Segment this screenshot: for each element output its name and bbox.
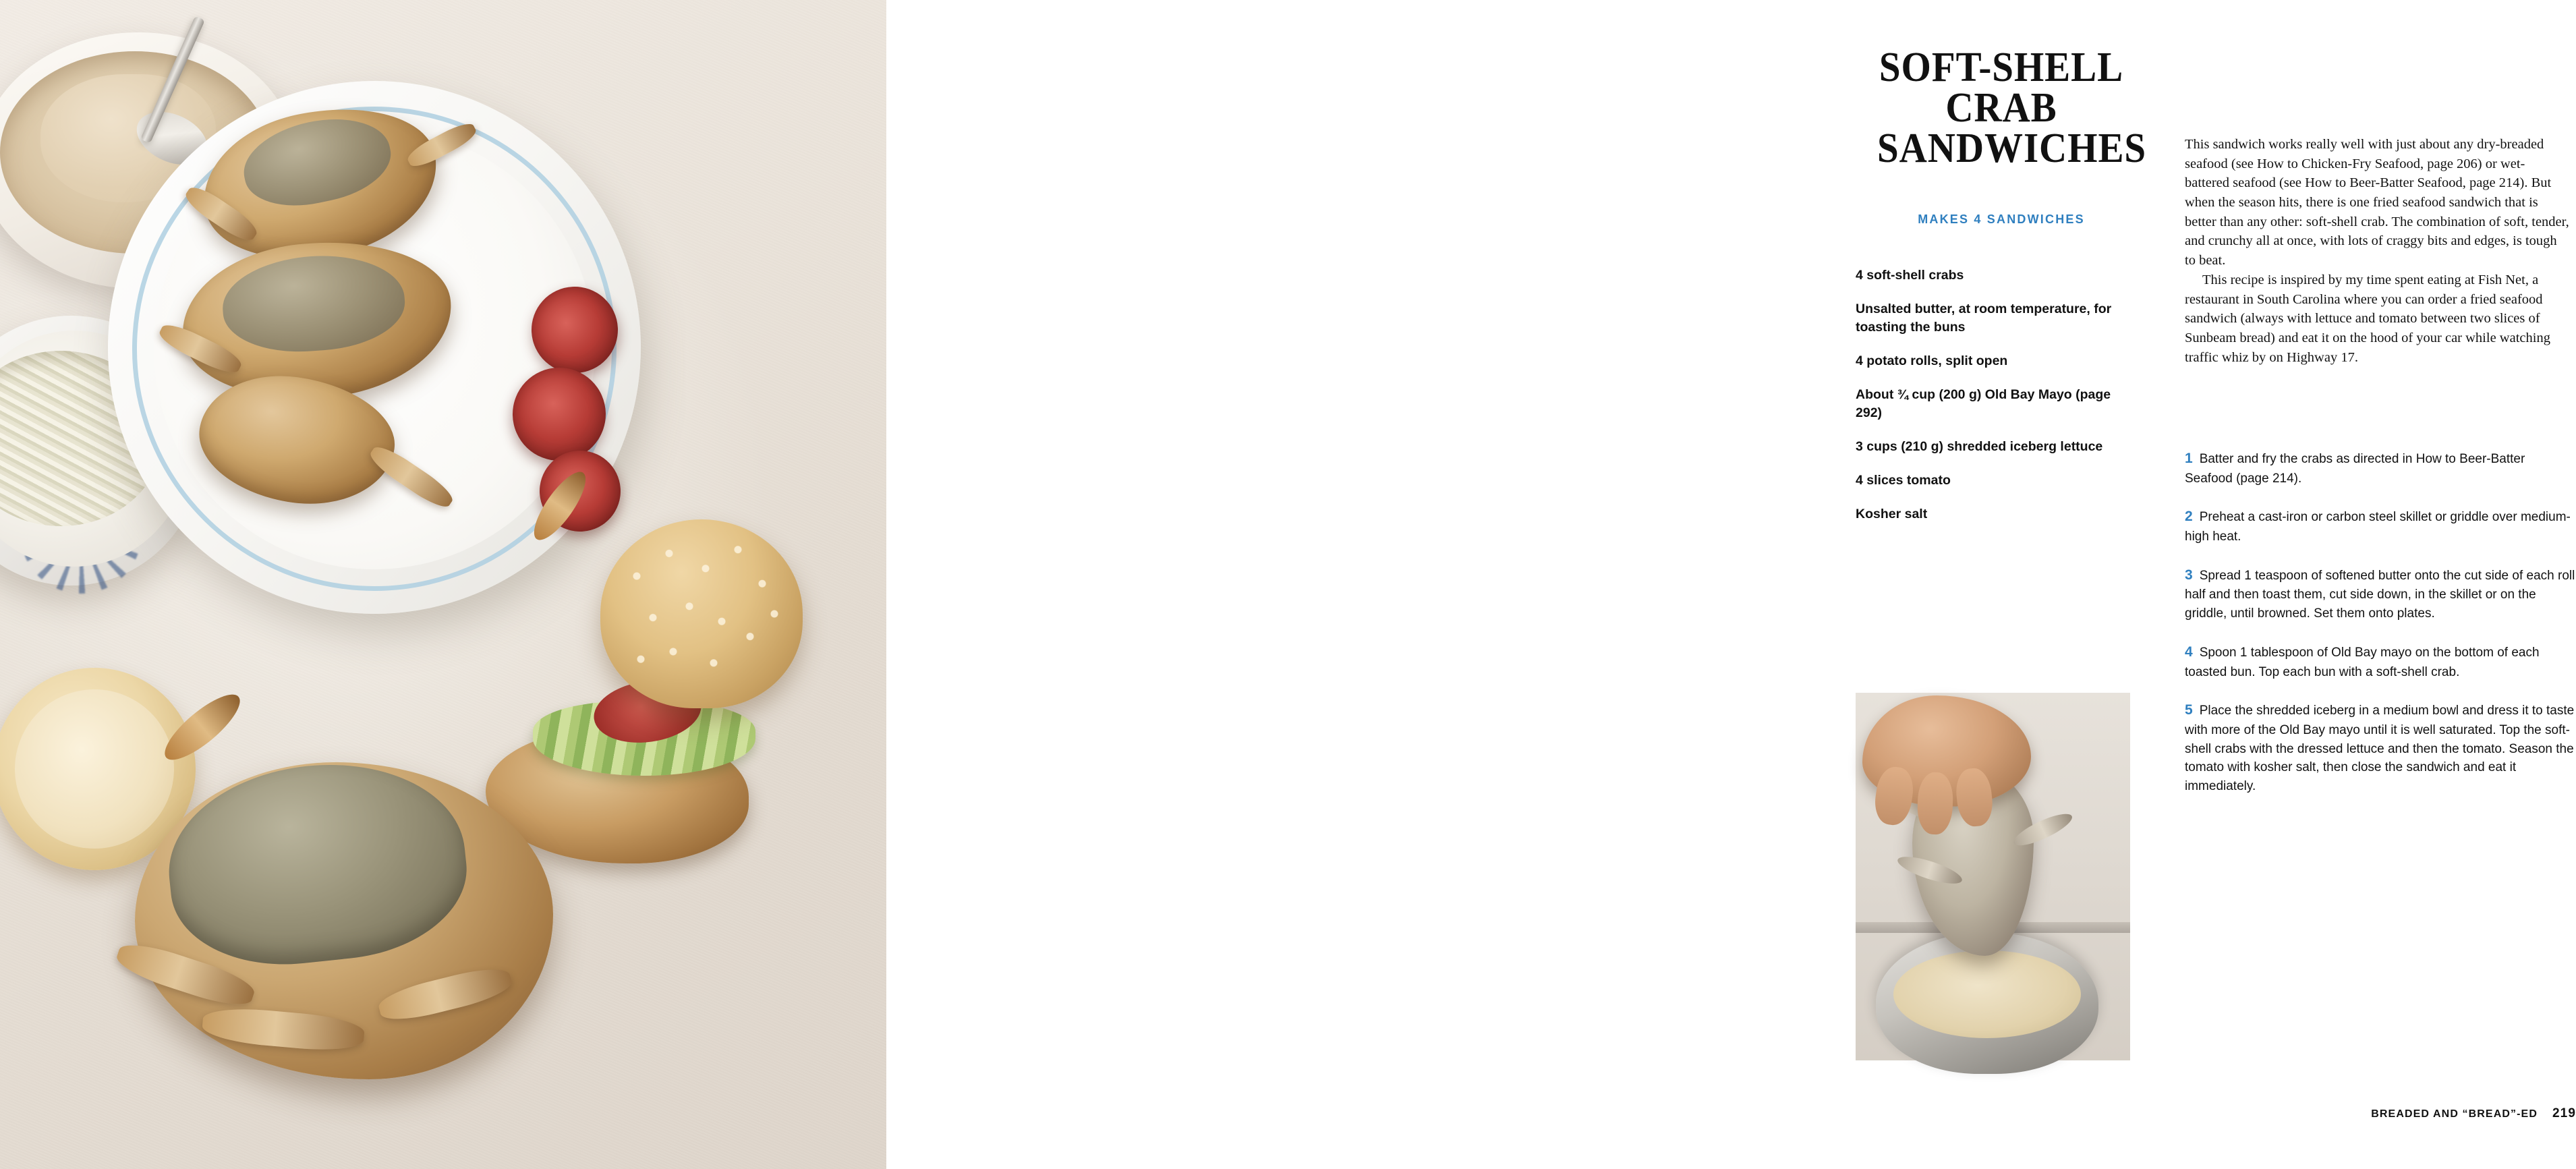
step-text: Spoon 1 tablespoon of Old Bay mayo on the bottom of each toasted bun. Top each bun with a soft-shell crab.	[2185, 645, 2540, 679]
toasted-bun-crumb	[15, 689, 174, 849]
page-number: 219	[2552, 1106, 2576, 1120]
page-footer	[2185, 1106, 2576, 1121]
step-number: 2	[2185, 509, 2193, 525]
instructions-list	[2185, 449, 2576, 815]
list-item: 4 slices tomato	[1856, 472, 1951, 488]
list-item: 3 cups (210 g) shredded iceberg lettuce	[1856, 439, 2103, 455]
list-item: About ¾ cup (200 g) Old Bay Mayo (page 292)	[1856, 387, 2111, 421]
hero-photo	[0, 0, 886, 1169]
recipe-page	[886, 0, 2576, 1169]
step-text: Preheat a cast-iron or carbon steel skillet or griddle over medium-high heat.	[2185, 510, 2571, 544]
sesame-seeds	[600, 519, 803, 708]
title-line-2: CRAB	[1945, 85, 2057, 132]
headnote-paragraph: This sandwich works really well with just about any dry-breaded seafood (see How to Chicken-Fry Seafood, page 206) or wet-battered seafood (see How to Beer-Batter Seafood, page 214). But when the season hits, there is one fried seafood sandwich that is better than any other: soft-shell crab. The combination of soft, tender, and crunchy all at once, with lots of craggy bits and edges, is tough to beat.	[2185, 137, 2569, 268]
list-item: 4 potato rolls, split open	[1856, 353, 2008, 369]
page-title	[1877, 45, 2147, 172]
batter	[1893, 950, 2081, 1038]
ingredients-list	[1856, 266, 2139, 538]
instruction-step	[2185, 642, 2576, 681]
step-text: Batter and fry the crabs as directed in How to Beer-Batter Seafood (page 214).	[2185, 452, 2525, 486]
step-text: Spread 1 teaspoon of softened butter onto the cut side of each roll half and then toast them, cut side down, in the skillet or on the griddle, until browned. Set them onto plates.	[2185, 568, 2575, 621]
step-text: Place the shredded iceberg in a medium bowl and dress it to taste with more of the Old Bay mayo until it is well saturated. Top the soft-shell crabs with the dressed lettuce and then the tomato. Season the tomato with kosher salt, then close the sandwich and eat it immediately.	[2185, 704, 2575, 794]
instruction-step	[2185, 700, 2576, 796]
step-number: 3	[2185, 567, 2193, 583]
headnote-paragraph: This recipe is inspired by my time spent eating at Fish Net, a restaurant in South Carolina where you can order a fried seafood sandwich (always with lettuce and tomato between two slices of Sunbeam bread) and eat it on the hood of your car while watching traffic whiz by on Highway 17.	[2185, 272, 2550, 365]
recipe-headnote	[2185, 135, 2569, 367]
yield-label: MAKES 4 SANDWICHES	[1918, 212, 2085, 226]
step-number: 5	[2185, 702, 2193, 718]
footer-section-label: BREADED AND “BREAD”-ED	[2371, 1108, 2538, 1120]
instruction-step	[2185, 565, 2576, 623]
instruction-step	[2185, 449, 2576, 488]
list-item: Kosher salt	[1856, 506, 1928, 521]
step-number: 4	[2185, 644, 2193, 660]
title-line-1: SOFT-SHELL	[1879, 45, 2124, 90]
list-item: Unsalted butter, at room temperature, for toasting the buns	[1856, 301, 2112, 335]
process-photo	[1856, 693, 2130, 1060]
list-item: 4 soft-shell crabs	[1856, 268, 1964, 283]
instruction-step	[2185, 507, 2576, 546]
title-line-3: SANDWICHES	[1877, 125, 2147, 172]
step-number: 1	[2185, 451, 2193, 466]
